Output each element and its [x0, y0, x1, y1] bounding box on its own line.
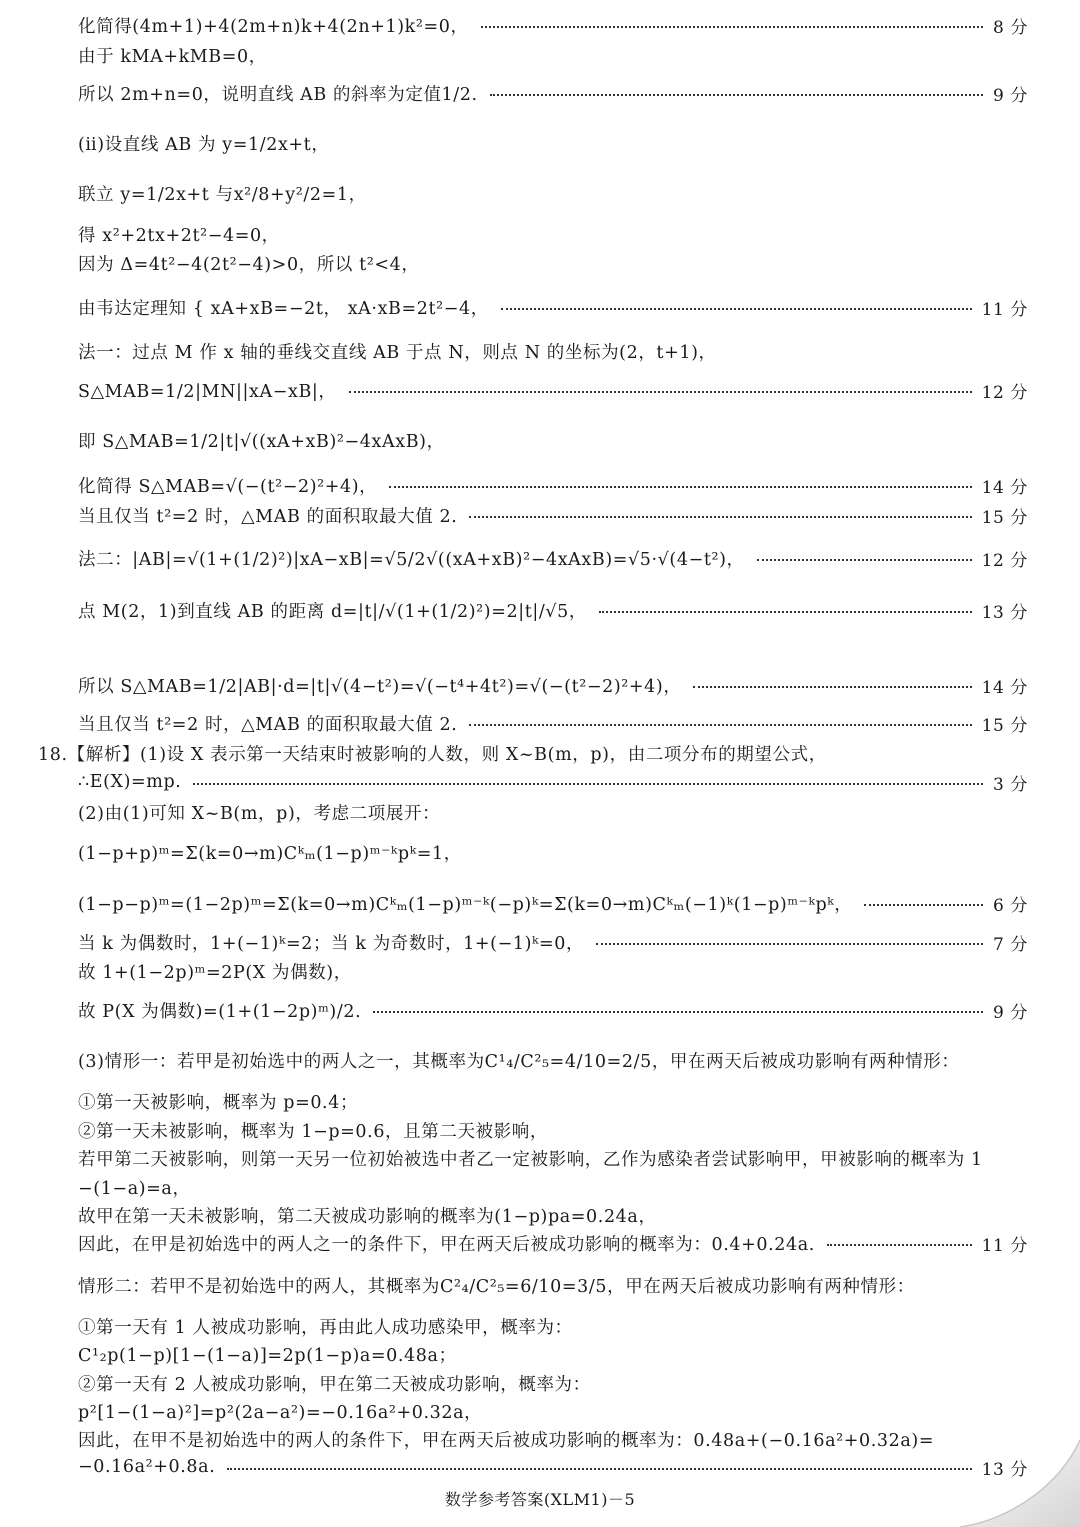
question-18-heading: 18.【解析】(1)设 X 表示第一天结束时被影响的人数，则 X~B(m，p)，由二项分布的期望公式，: [38, 744, 827, 765]
solution-line: 当 k 为偶数时，1+(−1)ᵏ=2；当 k 为奇数时，1+(−1)ᵏ=0， 7 分: [78, 927, 1028, 957]
solution-line: 由韦达定理知 { xA+xB=−2t， xA·xB=2t²−4， 11 分: [78, 292, 1028, 322]
score-mark: 9 分: [992, 1002, 1028, 1023]
page-footer: 数学参考答案(XLM1)－5: [444, 1490, 636, 1509]
score-mark: 6 分: [992, 895, 1028, 916]
score-mark: 14 分: [981, 477, 1028, 498]
score-mark: 11 分: [981, 299, 1028, 320]
score-mark: 13 分: [981, 1459, 1028, 1480]
solution-line: C¹₂p(1−p)[1−(1−a)]=2p(1−p)a=0.48a；: [78, 1345, 457, 1366]
solution-line: (3)情形一：若甲是初始选中的两人之一，其概率为C¹₄/C²₅=4/10=2/5，甲在两天后被成功影响有两种情形：: [78, 1051, 960, 1072]
solution-line: 故 1+(1−2p)ᵐ=2P(X 为偶数)，: [78, 962, 352, 983]
solution-line: ∴E(X)=mp. 3 分: [78, 767, 1028, 797]
solution-line: 点 M(2，1)到直线 AB 的距离 d=|t|/√(1+(1/2)²)=2|t|/√5， 13 分: [78, 595, 1028, 625]
solution-line: (1−p+p)ᵐ=Σ(k=0→m)Cᵏₘ(1−p)ᵐ⁻ᵏpᵏ=1，: [78, 843, 462, 864]
solution-line: 当且仅当 t²=2 时，△MAB 的面积取最大值 2. 15 分: [78, 708, 1028, 738]
score-mark: 15 分: [981, 507, 1028, 528]
solution-line: ②第一天未被影响，概率为 1−p=0.6，且第二天被影响，: [78, 1121, 548, 1142]
solution-line: 法二：|AB|=√(1+(1/2)²)|xA−xB|=√5/2√((xA+xB)²−4xAxB)=√5·√(4−t²)， 12 分: [78, 543, 1028, 573]
solution-line: −(1−a)=a，: [78, 1178, 191, 1199]
solution-line: −0.16a²+0.8a. 13 分: [78, 1452, 1028, 1482]
solution-line: ②第一天有 2 人被成功影响，甲在第二天被成功影响，概率为：: [78, 1374, 591, 1395]
score-mark: 7 分: [992, 934, 1028, 955]
solution-line: 当且仅当 t²=2 时，△MAB 的面积取最大值 2. 15 分: [78, 500, 1028, 530]
solution-line: 因此，在甲不是初始选中的两人的条件下，甲在两天后被成功影响的概率为：0.48a+(−0.16a²+0.32a)=: [78, 1430, 935, 1451]
solution-line: 所以 S△MAB=1/2|AB|·d=|t|√(4−t²)=√(−t⁴+4t²)=√(−(t²−2)²+4)， 14 分: [78, 670, 1028, 700]
solution-line: 联立 y=1/2x+t 与x²/8+y²/2=1，: [78, 184, 367, 205]
solution-line: 即 S△MAB=1/2|t|√((xA+xB)²−4xAxB)，: [78, 431, 445, 452]
solution-line: 因此，在甲是初始选中的两人之一的条件下，甲在两天后被成功影响的概率为：0.4+0.24a. 11 分: [78, 1228, 1028, 1258]
solution-line: (ⅱ)设直线 AB 为 y=1/2x+t，: [78, 134, 330, 155]
score-mark: 8 分: [992, 17, 1028, 38]
score-mark: 15 分: [981, 715, 1028, 736]
page-curl-icon: [960, 1440, 1080, 1527]
score-mark: 14 分: [981, 677, 1028, 698]
solution-line: p²[1−(1−a)²]=p²(2a−a²)=−0.16a²+0.32a，: [78, 1402, 483, 1423]
solution-line: 由于 kMA+kMB=0，: [78, 46, 267, 67]
score-mark: 12 分: [981, 550, 1028, 571]
solution-line: (2)由(1)可知 X~B(m，p)，考虑二项展开：: [78, 803, 441, 824]
solution-line: 化简得(4m+1)+4(2m+n)k+4(2n+1)k²=0， 8 分: [78, 10, 1028, 40]
solution-line: 因为 Δ=4t²−4(2t²−4)>0，所以 t²<4，: [78, 254, 420, 275]
solution-line: 故甲在第一天未被影响，第二天被成功影响的概率为(1−p)pa=0.24a，: [78, 1206, 657, 1227]
solution-line: 化简得 S△MAB=√(−(t²−2)²+4)， 14 分: [78, 470, 1028, 500]
solution-line: 得 x²+2tx+2t²−4=0，: [78, 225, 280, 246]
score-mark: 3 分: [992, 774, 1028, 795]
solution-line: 若甲第二天被影响，则第一天另一位初始被选中者乙一定被影响，乙作为感染者尝试影响甲，甲被影响的概率为 1: [78, 1149, 983, 1170]
score-mark: 12 分: [981, 382, 1028, 403]
solution-line: (1−p−p)ᵐ=(1−2p)ᵐ=Σ(k=0→m)Cᵏₘ(1−p)ᵐ⁻ᵏ(−p)ᵏ=Σ(k=0→m)Cᵏₘ(−1)ᵏ(1−p)ᵐ⁻ᵏpᵏ， 6 分: [78, 888, 1028, 918]
score-mark: 9 分: [992, 85, 1028, 106]
solution-line: 情形二：若甲不是初始选中的两人，其概率为C²₄/C²₅=6/10=3/5，甲在两天后被成功影响有两种情形：: [78, 1276, 915, 1297]
solution-line: 所以 2m+n=0，说明直线 AB 的斜率为定值1/2. 9 分: [78, 78, 1028, 108]
solution-line: ①第一天有 1 人被成功影响，再由此人成功感染甲，概率为：: [78, 1317, 573, 1338]
solution-line: S△MAB=1/2|MN||xA−xB|， 12 分: [78, 375, 1028, 405]
solution-line: 法一：过点 M 作 x 轴的垂线交直线 AB 于点 N，则点 N 的坐标为(2，t+1)，: [78, 342, 717, 363]
solution-line: 故 P(X 为偶数)=(1+(1−2p)ᵐ)/2. 9 分: [78, 995, 1028, 1025]
solution-line: ①第一天被影响，概率为 p=0.4；: [78, 1092, 359, 1113]
score-mark: 11 分: [981, 1235, 1028, 1256]
score-mark: 13 分: [981, 602, 1028, 623]
